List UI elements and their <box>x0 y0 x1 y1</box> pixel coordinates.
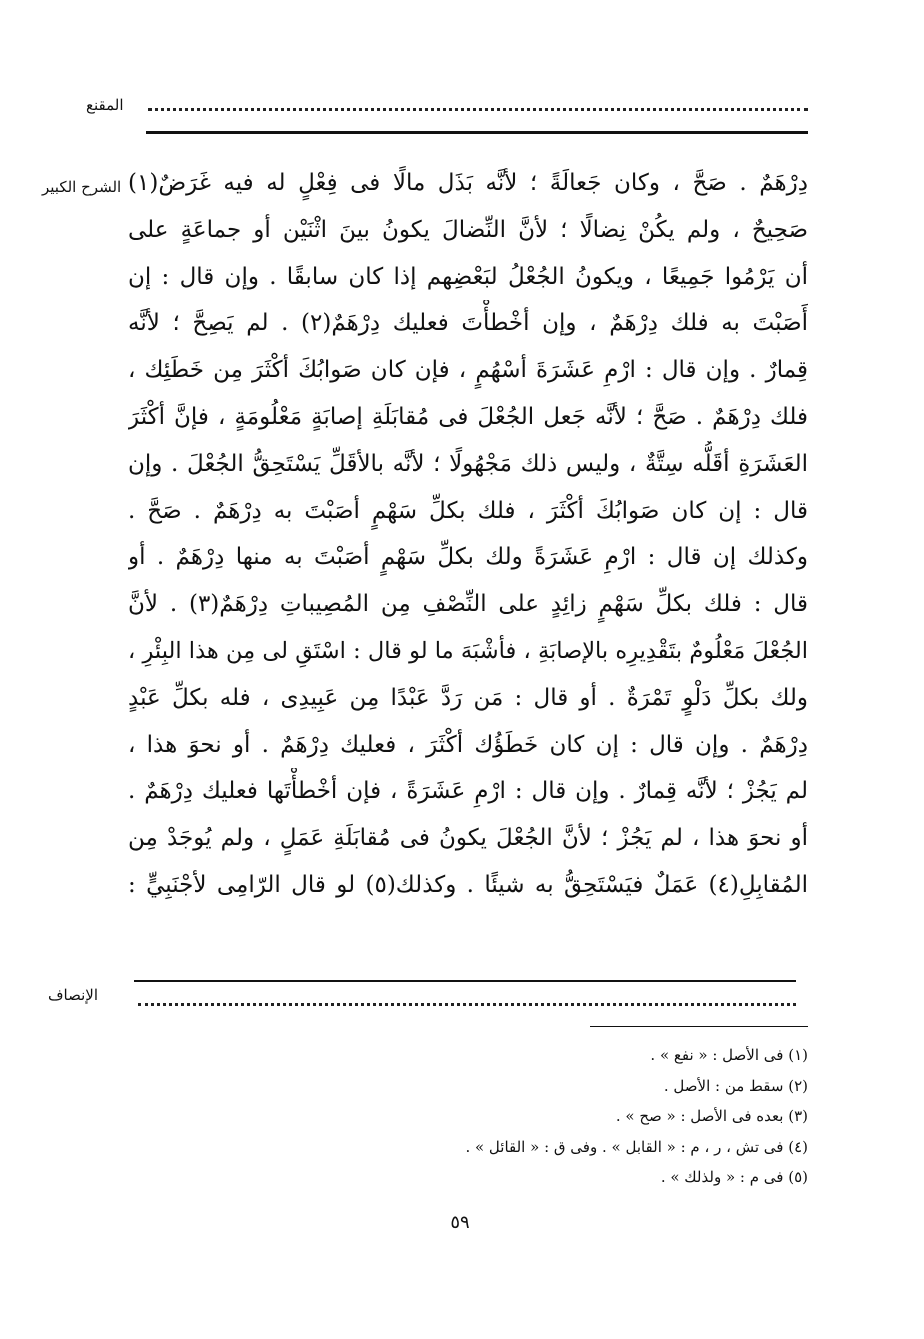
text-line: صَحِيحٌ ، ولم يكُنْ نِضالًا ؛ لأنَّ النِّضالَ يكونُ بينَ اثْنَيْن أو جماعَةٍ على <box>128 216 808 243</box>
text-line: أن يَرْمُوا جَمِيعًا ، ويكونُ الجُعْلُ لبَعْضِهم إذا كان سابقًا . وإن قال : إن <box>128 263 808 290</box>
text-line: دِرْهَمٌ . صَحَّ ، وكان جَعالَةً ؛ لأنَّه بَذَل مالًا فى فِعْلٍ له فيه غَرَضٌ(١) <box>128 170 808 196</box>
text-line: وكذلك إن قال : ارْمِ عَشَرَةً ولك بكلِّ سَهْمٍ أصَبْتَ به منها دِرْهَمٌ . أو <box>128 544 808 571</box>
commentary-text <box>128 160 808 909</box>
footnote: (٣) بعده فى الأصل : « صح » . <box>615 1107 808 1125</box>
footnote: (٥) فى م : « ولذلك » . <box>660 1168 808 1186</box>
footnote: (٢) سقط من : الأصل . <box>663 1076 808 1095</box>
footnote-rule <box>590 1026 808 1027</box>
insaf-side-label: الإنصاف <box>48 986 99 1004</box>
header-rule <box>146 131 808 134</box>
sharh-side-label: الشرح الكبير <box>42 178 122 196</box>
text-line: دِرْهَمٌ . وإن قال : إن كان خَطَؤُك أكْثَرَ ، فعليك دِرْهَمٌ . أو نحوَ هذا ، <box>128 731 808 758</box>
text-line: المُقابِلِ(٤) عَمَلٌ فيَسْتَحِقُّ به شيئًا . وكذلك(٥) لو قال الرّامِى لأجْنَبِيٍّ : <box>128 871 808 898</box>
text-line: قال : فلك بكلِّ سَهْمٍ زائِدٍ على النِّصْفِ مِن المُصِيباتِ دِرْهَمٌ(٣) . لأنَّ <box>128 591 808 618</box>
footnote: (٤) فى تش ، ر ، م : « القابل » . وفى ق : « القائل » . <box>465 1137 808 1156</box>
text-line: الجُعْلَ مَعْلُومٌ بتَقْدِيرِه بالإصابَةِ ، فأشْبَهَ ما لو قال : اسْتَقِ لى مِن هذا البِئْرِ ، <box>128 637 808 664</box>
header-dotted-separator <box>148 108 808 111</box>
footnote: (١) فى الأصل : « نفع » . <box>650 1046 808 1064</box>
text-line: أو نحوَ هذا ، لم يَجُزْ ؛ لأنَّ الجُعْلَ يكونُ فى مُقابَلَةِ عَمَلٍ ، ولم يُوجَدْ مِن <box>128 825 808 852</box>
header-side-label: المقنع <box>86 96 124 114</box>
footnotes <box>300 1040 808 1193</box>
text-line: أَصَبْتَ به فلك دِرْهَمٌ ، وإن أخْطأْتَ فعليك دِرْهَمٌ(٢) . لم يَصِحَّ ؛ لأنَّه <box>128 310 808 337</box>
text-line: العَشَرَةِ أقَلُّه سِتَّةٌ ، وليس ذلك مَجْهُولًا ؛ لأنَّه بالأقَلِّ يَسْتَحِقُّ الجُعْلَ . وإن <box>128 450 808 477</box>
text-line: قِمارٌ . وإن قال : ارْمِ عَشَرَةَ أسْهُمٍ ، فإن كان صَوابُكَ أكْثَرَ مِن خَطَئِك ، <box>128 357 808 384</box>
text-line: ولك بكلِّ دَلْوٍ تَمْرَةٌ . أو قال : مَن رَدَّ عَبْدًا مِن عَبِيدِى ، فله بكلِّ عَبْدٍ <box>128 684 808 711</box>
insaf-dotted-separator <box>138 1003 796 1006</box>
page-number: ٥٩ <box>450 1212 470 1233</box>
text-line: فلك دِرْهَمٌ . صَحَّ ؛ لأنَّه جَعل الجُعْلَ فى مُقابَلَةِ إصابَةٍ مَعْلُومَةٍ ، فإنَّ أكْثَرَ <box>128 403 808 430</box>
text-line: لم يَجُزْ ؛ لأنَّه قِمارٌ . وإن قال : ارْمِ عَشَرَةً ، فإن أخْطأْتَها فعليك دِرْهَمٌ . <box>128 778 808 805</box>
text-line: قال : إن كان صَوابُكَ أكْثَرَ ، فلك بكلِّ سَهْمٍ أصَبْتَ به دِرْهَمٌ . صَحَّ . <box>128 497 808 524</box>
insaf-rule <box>134 980 796 982</box>
